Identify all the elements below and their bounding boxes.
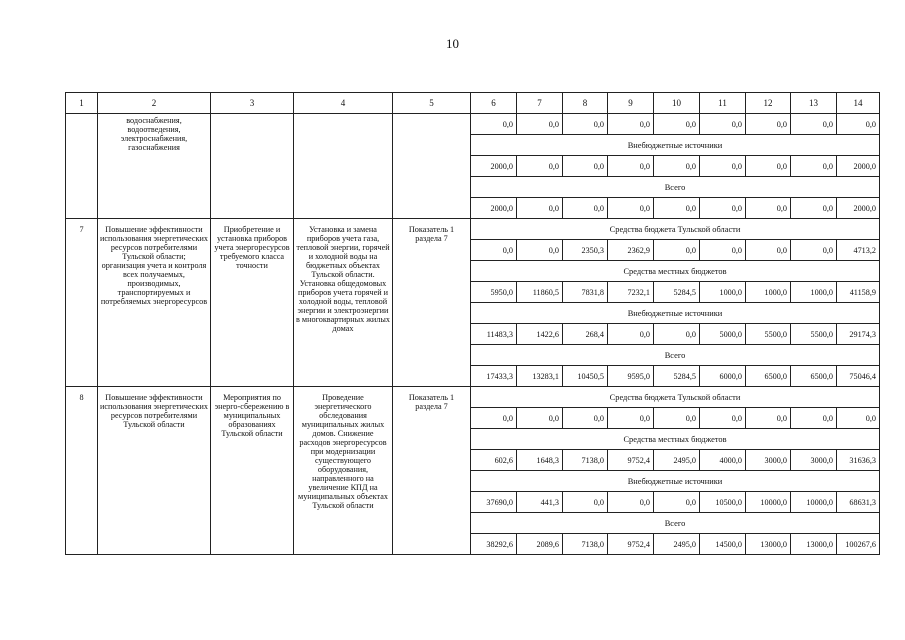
value-cell: 0,0 <box>654 114 700 135</box>
value-cell: 268,4 <box>563 324 608 345</box>
indicator-cell: Показатель 1 раздела 7 <box>393 219 471 387</box>
value-cell: 31636,3 <box>837 450 880 471</box>
value-cell: 0,0 <box>654 156 700 177</box>
value-cell: 0,0 <box>471 240 517 261</box>
value-cell: 2000,0 <box>837 198 880 219</box>
value-cell: 0,0 <box>608 198 654 219</box>
value-cell: 2350,3 <box>563 240 608 261</box>
value-cell: 7138,0 <box>563 534 608 555</box>
value-cell: 17433,3 <box>471 366 517 387</box>
value-cell: 41158,9 <box>837 282 880 303</box>
value-cell: 9752,4 <box>608 534 654 555</box>
value-cell: 1648,3 <box>517 450 563 471</box>
value-cell: 5284,5 <box>654 282 700 303</box>
funding-source-label: Внебюджетные источники <box>471 471 880 492</box>
funding-source-label: Средства бюджета Тульской области <box>471 387 880 408</box>
value-cell: 3000,0 <box>746 450 791 471</box>
value-cell: 2000,0 <box>471 198 517 219</box>
value-cell: 13000,0 <box>746 534 791 555</box>
funding-source-label: Всего <box>471 177 880 198</box>
value-cell: 0,0 <box>608 492 654 513</box>
value-cell: 7831,8 <box>563 282 608 303</box>
value-cell: 0,0 <box>791 240 837 261</box>
funding-source-label: Внебюджетные источники <box>471 303 880 324</box>
header-cell: 10 <box>654 93 700 114</box>
value-cell: 10000,0 <box>791 492 837 513</box>
program-table <box>65 92 880 555</box>
value-cell: 441,3 <box>517 492 563 513</box>
header-cell: 13 <box>791 93 837 114</box>
value-cell: 29174,3 <box>837 324 880 345</box>
value-cell: 0,0 <box>746 198 791 219</box>
value-cell: 0,0 <box>517 156 563 177</box>
value-cell: 0,0 <box>791 114 837 135</box>
value-cell: 6500,0 <box>746 366 791 387</box>
value-cell: 38292,6 <box>471 534 517 555</box>
value-cell: 0,0 <box>471 408 517 429</box>
value-cell: 0,0 <box>563 156 608 177</box>
header-cell: 1 <box>66 93 98 114</box>
value-cell: 9595,0 <box>608 366 654 387</box>
value-cell: 5500,0 <box>791 324 837 345</box>
value-cell: 0,0 <box>837 408 880 429</box>
value-cell: 0,0 <box>517 198 563 219</box>
description-cell: Установка и замена приборов учета газа, тепловой энергии, горячей и холодной воды на бюджетных объектах Тульской области. Установка общедомовых приборов учета горячей и холодной воды, тепловой энергии и электроэнергии в многоквартирных жилых домах <box>294 219 393 387</box>
value-cell: 2000,0 <box>837 156 880 177</box>
funding-source-label: Всего <box>471 345 880 366</box>
value-cell: 0,0 <box>837 114 880 135</box>
value-cell: 1422,6 <box>517 324 563 345</box>
value-cell: 0,0 <box>746 408 791 429</box>
value-cell: 0,0 <box>654 240 700 261</box>
header-cell: 8 <box>563 93 608 114</box>
value-cell: 0,0 <box>563 492 608 513</box>
value-cell: 2000,0 <box>471 156 517 177</box>
value-cell: 2362,9 <box>608 240 654 261</box>
value-cell: 10450,5 <box>563 366 608 387</box>
value-cell: 0,0 <box>700 408 746 429</box>
value-cell: 0,0 <box>654 324 700 345</box>
value-cell: 10500,0 <box>700 492 746 513</box>
value-cell: 2495,0 <box>654 534 700 555</box>
value-cell: 0,0 <box>517 114 563 135</box>
value-cell: 0,0 <box>746 114 791 135</box>
value-cell: 4713,2 <box>837 240 880 261</box>
funding-source-label: Внебюджетные источники <box>471 135 880 156</box>
value-cell: 0,0 <box>700 114 746 135</box>
value-cell: 0,0 <box>608 114 654 135</box>
value-cell: 1000,0 <box>791 282 837 303</box>
value-cell: 13283,1 <box>517 366 563 387</box>
funding-source-label: Всего <box>471 513 880 534</box>
value-cell: 3000,0 <box>791 450 837 471</box>
header-cell: 7 <box>517 93 563 114</box>
value-cell: 0,0 <box>563 408 608 429</box>
value-cell: 0,0 <box>563 114 608 135</box>
value-cell: 1000,0 <box>746 282 791 303</box>
header-cell: 6 <box>471 93 517 114</box>
value-cell: 10000,0 <box>746 492 791 513</box>
value-cell: 7138,0 <box>563 450 608 471</box>
row-number-cell: 7 <box>66 219 98 387</box>
value-cell: 0,0 <box>471 114 517 135</box>
header-cell: 12 <box>746 93 791 114</box>
value-cell: 0,0 <box>654 408 700 429</box>
event-cell: Приобретение и установка приборов учета энергоресурсов требуемого класса точности <box>211 219 294 387</box>
funding-source-label: Средства бюджета Тульской области <box>471 219 880 240</box>
indicator-cell <box>393 114 471 219</box>
value-cell: 0,0 <box>746 156 791 177</box>
value-cell: 7232,1 <box>608 282 654 303</box>
value-cell: 0,0 <box>563 198 608 219</box>
funding-source-label: Средства местных бюджетов <box>471 429 880 450</box>
value-cell: 4000,0 <box>700 450 746 471</box>
value-cell: 0,0 <box>608 324 654 345</box>
value-cell: 13000,0 <box>791 534 837 555</box>
value-cell: 6000,0 <box>700 366 746 387</box>
value-cell: 0,0 <box>517 408 563 429</box>
header-cell: 3 <box>211 93 294 114</box>
page-number: 10 <box>446 36 459 51</box>
table-row <box>66 114 880 135</box>
header-cell: 4 <box>294 93 393 114</box>
indicator-cell: Показатель 1 раздела 7 <box>393 387 471 555</box>
value-cell: 37690,0 <box>471 492 517 513</box>
value-cell: 5950,0 <box>471 282 517 303</box>
value-cell: 0,0 <box>654 198 700 219</box>
value-cell: 0,0 <box>700 198 746 219</box>
header-cell: 9 <box>608 93 654 114</box>
header-cell: 2 <box>98 93 211 114</box>
value-cell: 0,0 <box>700 240 746 261</box>
value-cell: 14500,0 <box>700 534 746 555</box>
goal-cell: водоснабжения, водоотведения, электроснабжения, газоснабжения <box>98 114 211 219</box>
header-cell: 5 <box>393 93 471 114</box>
value-cell: 11860,5 <box>517 282 563 303</box>
value-cell: 0,0 <box>517 240 563 261</box>
value-cell: 1000,0 <box>700 282 746 303</box>
value-cell: 5000,0 <box>700 324 746 345</box>
value-cell: 602,6 <box>471 450 517 471</box>
description-cell <box>294 114 393 219</box>
value-cell: 11483,3 <box>471 324 517 345</box>
row-number-cell: 8 <box>66 387 98 555</box>
header-cell: 11 <box>700 93 746 114</box>
value-cell: 75046,4 <box>837 366 880 387</box>
value-cell: 2495,0 <box>654 450 700 471</box>
value-cell: 2089,6 <box>517 534 563 555</box>
value-cell: 0,0 <box>791 156 837 177</box>
goal-cell: Повышение эффективности использования энергетических ресурсов потребителями Тульской области <box>98 387 211 555</box>
event-cell <box>211 114 294 219</box>
value-cell: 100267,6 <box>837 534 880 555</box>
event-cell: Мероприятия по энерго-сбережению в муниципальных образованиях Тульской области <box>211 387 294 555</box>
funding-source-label: Средства местных бюджетов <box>471 261 880 282</box>
value-cell: 0,0 <box>654 492 700 513</box>
value-cell: 0,0 <box>608 156 654 177</box>
value-cell: 0,0 <box>700 156 746 177</box>
description-cell: Проведение энергетического обследования муниципальных жилых домов. Снижение расходов энергоресурсов при модернизации существующего оборудования, направленного на увеличение КПД на муниципальных объектах Тульской области <box>294 387 393 555</box>
value-cell: 9752,4 <box>608 450 654 471</box>
value-cell: 68631,3 <box>837 492 880 513</box>
value-cell: 0,0 <box>791 408 837 429</box>
value-cell: 0,0 <box>746 240 791 261</box>
header-cell: 14 <box>837 93 880 114</box>
header-row <box>66 93 880 114</box>
value-cell: 5500,0 <box>746 324 791 345</box>
goal-cell: Повышение эффективности использования энергетических ресурсов потребителями Тульской области; организация учета и контроля всех получаемых, производимых, транспортируемых и потребляемых энергоресурсов <box>98 219 211 387</box>
funding-label-row <box>66 387 880 408</box>
value-cell: 6500,0 <box>791 366 837 387</box>
value-cell: 0,0 <box>608 408 654 429</box>
funding-label-row <box>66 219 880 240</box>
value-cell: 0,0 <box>791 198 837 219</box>
value-cell: 5284,5 <box>654 366 700 387</box>
row-number-cell <box>66 114 98 219</box>
